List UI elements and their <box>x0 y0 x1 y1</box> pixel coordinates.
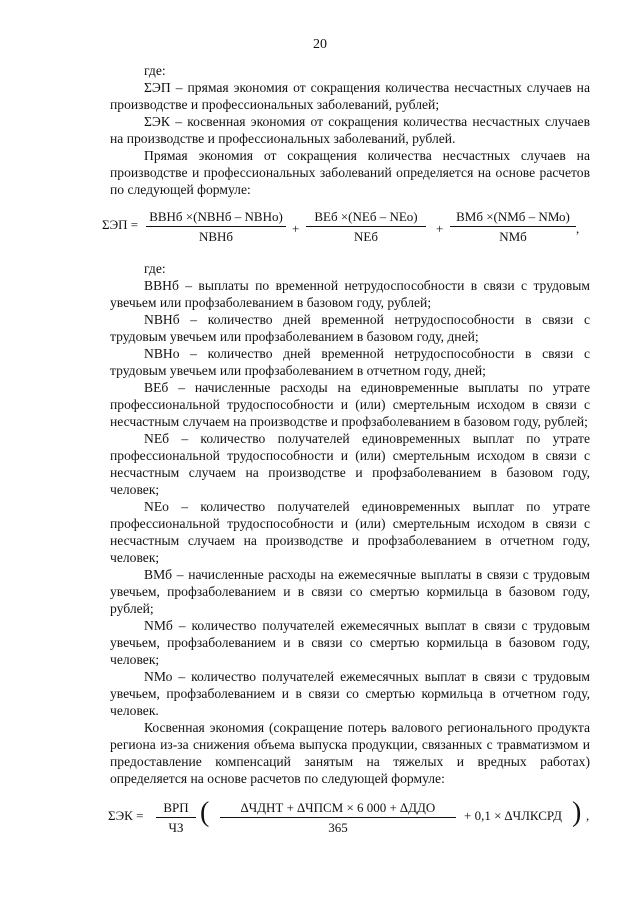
formula1-term1-numerator: ВВНб ×(NВНб – NВНо) <box>146 208 286 227</box>
def-item: ВЕб – начисленные расходы на единовременные выплаты по утрате профессиональной трудоспособности и (или) смертельным исходом в связи с несчастным случаем на производстве и профзаболеванием в базовом году, рублей; <box>110 380 590 429</box>
formula1-term2-denominator: NЕб <box>354 229 378 244</box>
formula2-inner-numerator: ∆ЧДНТ + ∆ЧПСМ × 6 000 + ∆ДДО <box>220 799 456 818</box>
where-label-2: где: <box>144 261 166 276</box>
def-item: NВНб – количество дней временной нетрудоспособности в связи с трудовым увечьем или профзаболеванием в базовом году, дней; <box>110 312 590 344</box>
formula2-end: , <box>586 808 590 823</box>
formula1-term1 <box>146 208 286 245</box>
formula1-lhs: ΣЭП = <box>102 217 139 232</box>
formula1-term3-numerator: ВМб ×(NМб – NМо) <box>450 208 576 227</box>
formula1-term3 <box>450 208 576 245</box>
ep-definition: ΣЭП – прямая экономия от сокращения количества несчастных случаев на производстве и профессиональных заболеваний, рублей; <box>110 80 590 112</box>
ek-definition: ΣЭК – косвенная экономия от сокращения количества несчастных случаев на производстве и профессиональных заболеваний, рублей. <box>110 114 590 146</box>
formula2-lhs: ΣЭК = <box>108 808 144 823</box>
indirect-economy-intro: Косвенная экономия (сокращение потерь валового регионального продукта региона из-за снижения объема выпуска продукции, связанных с травматизмом и предоставление компенсаций занятым на тяжелых и вредных работах) определяется на основе расчетов по следующей формуле: <box>110 720 590 786</box>
formula2-outer-fraction <box>156 799 196 836</box>
def-item: ВВНб – выплаты по временной нетрудоспособности в связи с трудовым увечьем или профзаболеванием в базовом году, рублей; <box>110 278 590 310</box>
direct-economy-formula <box>102 198 590 260</box>
formula1-term2 <box>306 208 426 245</box>
formula1-end: , <box>576 221 580 236</box>
page-number: 20 <box>313 37 327 52</box>
direct-economy-intro: Прямая экономия от сокращения количества несчастных случаев на производстве и профессиональных заболеваний определяется на основе расчетов по следующей формуле: <box>110 148 590 197</box>
def-item: NМо – количество получателей ежемесячных выплат в связи с трудовым увечьем, профзаболеванием и в связи со смертью кормильца в отчетном году, человек. <box>110 669 590 718</box>
formula1-term1-denominator: NВНб <box>198 229 234 244</box>
document-body <box>102 62 590 837</box>
formula1-plus1: + <box>292 221 300 236</box>
def-item: NЕб – количество получателей единовременных выплат по утрате профессиональной трудоспособности и (или) смертельным исходом в связи с несчастным случаем на производстве и профзаболеванием в базовом году, человек; <box>110 431 590 497</box>
def-item: NМб – количество получателей ежемесячных выплат в связи с трудовым увечьем, профзаболеванием и в связи со смертью кормильца в базовом году, человек; <box>110 618 590 667</box>
formula2-inner-fraction <box>220 799 456 836</box>
where-label: где: <box>144 63 166 78</box>
def-item: NЕо – количество получателей единовременных выплат по утрате профессиональной трудоспособности и (или) смертельным исходом в связи с несчастным случаем на производстве и профзаболеванием в отчетном году, человек; <box>110 499 590 565</box>
formula2-close-paren: ) <box>572 797 582 828</box>
formula2-inner-denominator: 365 <box>328 820 348 835</box>
formula2-outer-numerator: ВРП <box>156 799 196 818</box>
formula1-term3-denominator: NМб <box>499 229 527 244</box>
formula1-term2-numerator: ВЕб ×(NЕб – NЕо) <box>306 208 426 227</box>
formula2-open-paren: ( <box>200 797 210 828</box>
formula1-plus2: + <box>436 221 444 236</box>
def-item: NВНо – количество дней временной нетрудоспособности в связи с трудовым увечьем или профзаболеванием в отчетном году, дней; <box>110 346 590 378</box>
indirect-economy-formula <box>110 787 590 837</box>
def-item: ВМб – начисленные расходы на ежемесячные выплаты в связи с трудовым увечьем, профзаболеванием и в связи со смертью кормильца в базовом году, рублей; <box>110 567 590 616</box>
formula2-tail: + 0,1 × ∆ЧЛКСРД <box>464 808 563 823</box>
formula2-outer-denominator: ЧЗ <box>168 820 184 835</box>
